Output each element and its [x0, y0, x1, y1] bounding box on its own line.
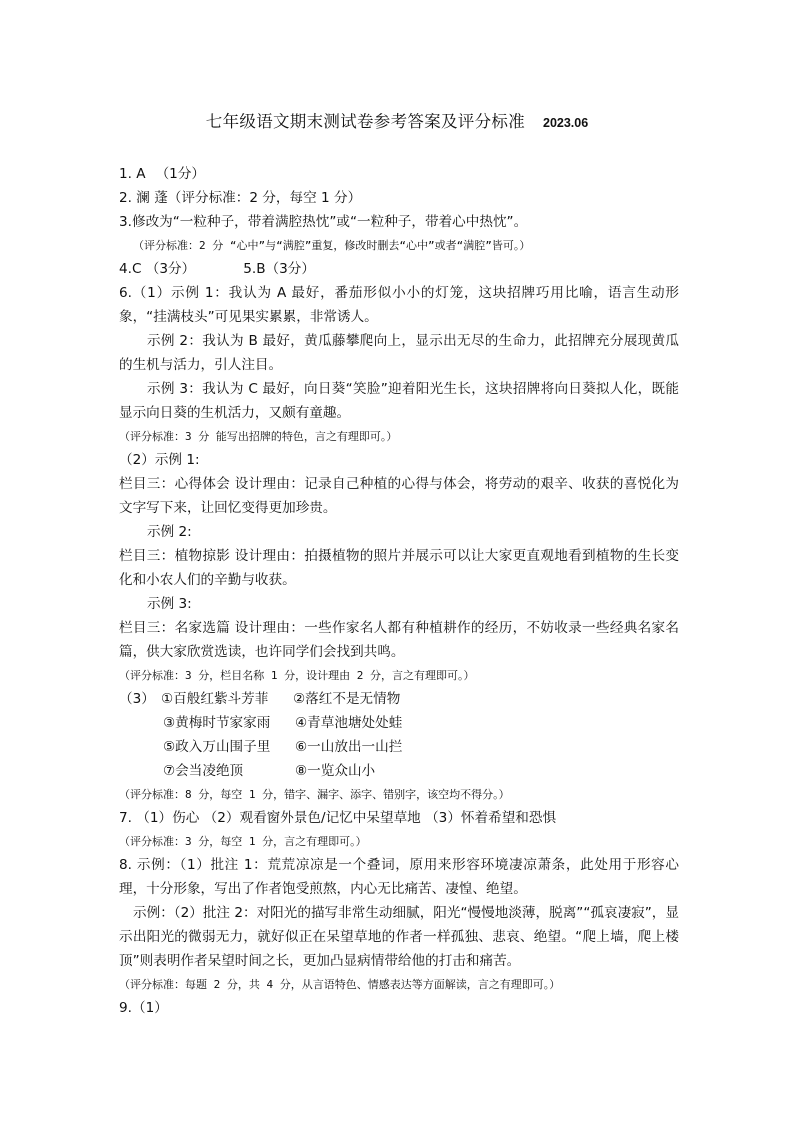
q8-scoring-note: （评分标准：每题 2 分，共 4 分，从言语特色、情感表达等方面解读，言之有理即可。） [119, 978, 561, 991]
q6-scoring-note-3: （评分标准：8 分，每空 1 分，错字、漏字、添字、错别字，该空均不得分。） [119, 788, 510, 801]
q8-example-2: 示例：（2）批注 2：对阳光的描写非常生动细腻，阳光“慢慢地淡薄，脱离”“孤哀凄寂”，显示出阳光的微弱无力，就好似正在呆望草地的作者一样孤独、悲哀、绝望。“爬上墙，爬上楼顶”则表明作者呆望时间之长，更加凸显病情带给他的打击和痛苦。 [119, 905, 679, 969]
q7-scoring-note: （评分标准：3 分，每空 1 分，言之有理即可。） [119, 835, 367, 848]
q5-answer: 5.B（3分） [243, 261, 315, 277]
q1-answer [119, 162, 679, 186]
q6-part2-example-2: 栏目三：植物掠影 设计理由：拍摄植物的照片并展示可以让大家更直观地看到植物的生长变化和小农人们的辛勤与收获。 [119, 548, 679, 588]
q1-score: （1分） [155, 166, 206, 182]
poem-line-6: ⑥一山放出一山拦 [295, 739, 403, 755]
q3-scoring-note: （评分标准：2 分 “心中”与“满腔”重复，修改时删去“心中”或者“满腔”皆可。） [133, 239, 531, 252]
q1-number: 1. A [119, 166, 146, 182]
poem-line-2: ②落红不是无情物 [293, 691, 401, 707]
title-date: 2023.06 [543, 116, 589, 130]
q6-example-3: 示例 3：我认为 C 最好，向日葵“笑脸”迎着阳光生长，这块招牌将向日葵拟人化，既能显示向日葵的生机活力，又颇有童趣。 [119, 381, 679, 421]
poem-line-7: ⑦会当凌绝顶 [163, 763, 244, 779]
poem-line-8: ⑧一览众山小 [295, 763, 376, 779]
q9-answer: 9.（1） [119, 1000, 168, 1016]
poem-line-4: ④青草池塘处处蛙 [295, 715, 403, 731]
poem-line-3: ③黄梅时节家家雨 [163, 715, 271, 731]
q6-part3-row-1 [119, 687, 679, 711]
title-text: 七年级语文期末测试卷参考答案及评分标准 [205, 112, 525, 131]
q7-answer: 7. （1）伤心 （2）观看窗外景色/记忆中呆望草地 （3）怀着希望和恐惧 [119, 810, 557, 826]
q6-part2-example-3: 栏目三：名家选篇 设计理由：一些作家名人都有种植耕作的经历，不妨收录一些经典名家名篇，供大家欣赏选读，也许同学们会找到共鸣。 [119, 620, 679, 660]
q6-part3-label: （3） [119, 691, 155, 707]
answer-content [119, 162, 679, 1020]
q6-scoring-note-2: （评分标准：3 分，栏目名称 1 分，设计理由 2 分，言之有理即可。） [119, 669, 475, 682]
poem-line-5: ⑤政入万山围子里 [163, 739, 271, 755]
q6-part2-heading: （2）示例 1: [119, 452, 200, 468]
q4-answer: 4.C （3分） [119, 261, 196, 277]
q4-q5-answer [119, 257, 679, 281]
q6-part3-row-3 [119, 735, 679, 759]
q6-part3-row-2 [119, 711, 679, 735]
q6-example-2: 示例 2：我认为 B 最好，黄瓜藤攀爬向上，显示出无尽的生命力，此招牌充分展现黄瓜的生机与活力，引人注目。 [119, 333, 679, 373]
q6-part2-example-1: 栏目三：心得体会 设计理由：记录自己种植的心得与体会，将劳动的艰辛、收获的喜悦化为文字写下来，让回忆变得更加珍贵。 [119, 476, 679, 516]
poem-line-1: ①百般红紫斗芳菲 [161, 691, 269, 707]
q6-part2-example-3-heading: 示例 3: [147, 596, 192, 612]
q6-part3-row-4 [119, 759, 679, 783]
q8-example-1: 8. 示例：（1）批注 1：荒荒凉凉是一个叠词，原用来形容环境凄凉萧条，此处用于形容心理，十分形象，写出了作者饱受煎熬，内心无比痛苦、凄惶、绝望。 [119, 857, 679, 897]
document-title [0, 108, 794, 132]
q6-part2-example-2-heading: 示例 2: [147, 524, 192, 540]
q2-answer: 2. 澜 蓬（评分标准：2 分，每空 1 分） [119, 190, 362, 206]
q3-answer: 3.修改为“一粒种子，带着满腔热忱”或“一粒种子，带着心中热忱”。 [119, 214, 528, 230]
q6-example-1: 6.（1）示例 1：我认为 A 最好，番茄形似小小的灯笼，这块招牌巧用比喻，语言生动形象，“挂满枝头”可见果实累累，非常诱人。 [119, 285, 679, 325]
q6-scoring-note-1: （评分标准：3 分 能写出招牌的特色，言之有理即可。） [119, 430, 398, 443]
